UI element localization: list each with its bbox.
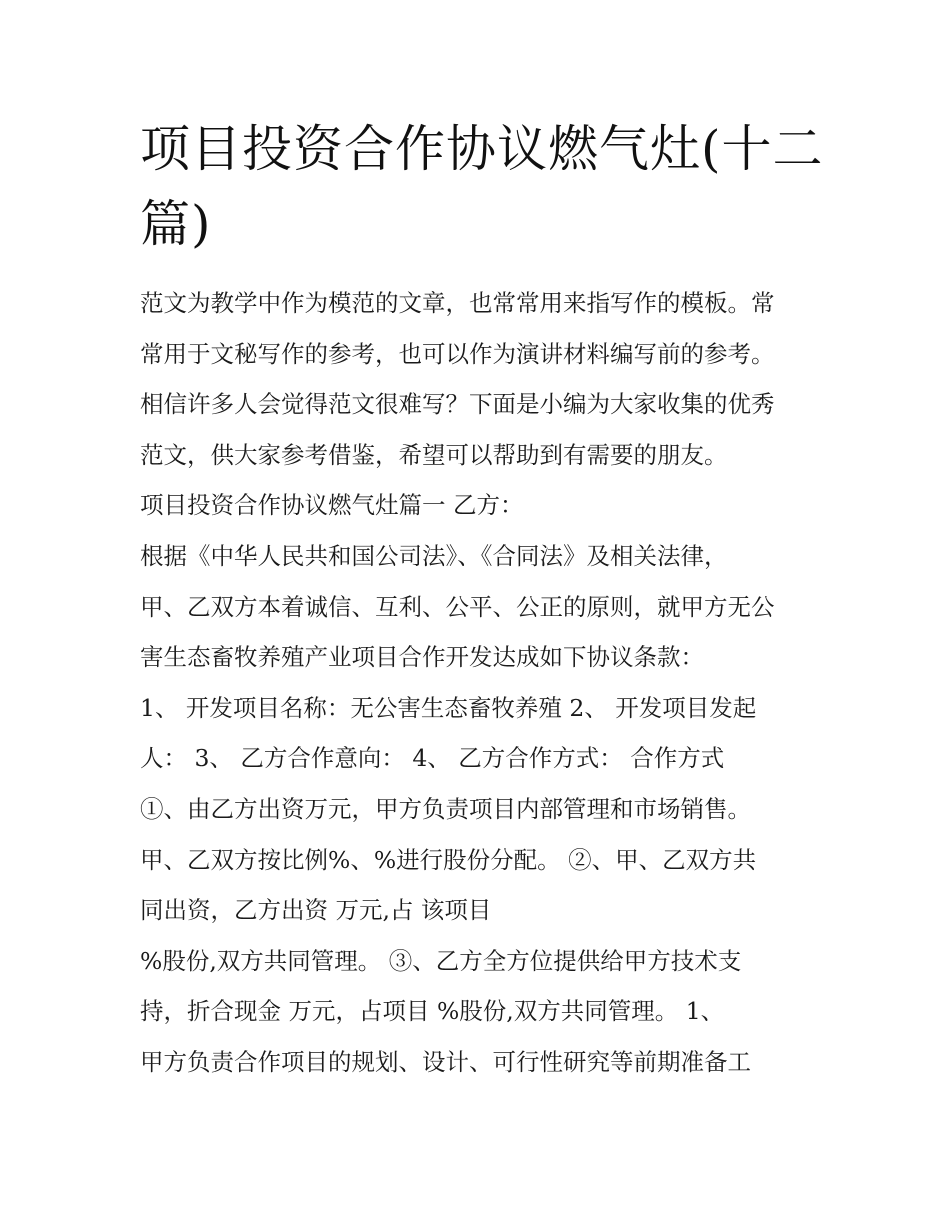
document-title bbox=[140, 112, 824, 262]
body-line: 持，折合现金 万元，占项目 %股份,双方共同管理。 1、 bbox=[140, 997, 725, 1026]
body-line: 根据《中华人民共和国公司法》、《合同法》及相关法律， bbox=[140, 541, 728, 570]
section-heading-line: 项目投资合作协议燃气灶篇一 乙方： bbox=[140, 491, 524, 520]
body-line: %股份,双方共同管理。 ③、乙方全方位提供给甲方技术支 bbox=[140, 946, 742, 975]
body-line: 人： 3、 乙方合作意向： 4、 乙方合作方式： 合作方式 bbox=[140, 744, 725, 773]
body-line: 范文为教学中作为模范的文章，也常常用来指写作的模板。常 bbox=[140, 289, 775, 317]
body-line: 常用于文秘写作的参考，也可以作为演讲材料编写前的参考。 bbox=[140, 339, 775, 368]
body-line: 害生态畜牧养殖产业项目合作开发达成如下协议条款： bbox=[140, 643, 704, 672]
body-line: 范文，供大家参考借鉴，希望可以帮助到有需要的朋友。 bbox=[140, 440, 728, 469]
body-line: 甲方负责合作项目的规划、设计、可行性研究等前期准备工 bbox=[140, 1047, 751, 1076]
body-line: 同出资，乙方出资 万元,占 该项目 bbox=[140, 896, 492, 925]
body-line: 甲、乙双方按比例%、%进行股份分配。 ②、甲、乙双方共 bbox=[140, 845, 757, 874]
body-line: 甲、乙双方本着诚信、互利、公平、公正的原则，就甲方无公 bbox=[140, 592, 775, 621]
body-line: 相信许多人会觉得范文很难写？下面是小编为大家收集的优秀 bbox=[140, 390, 775, 419]
document-body bbox=[140, 278, 830, 1088]
body-line: ①、由乙方出资万元，甲方负责项目内部管理和市场销售。 bbox=[140, 794, 751, 823]
title-line: 项目投资合作协议燃气灶(十二 bbox=[140, 120, 824, 178]
title-line: 篇) bbox=[140, 195, 212, 253]
body-line: 1、 开发项目名称：无公害生态畜牧养殖 2、 开发项目发起 bbox=[140, 693, 757, 722]
